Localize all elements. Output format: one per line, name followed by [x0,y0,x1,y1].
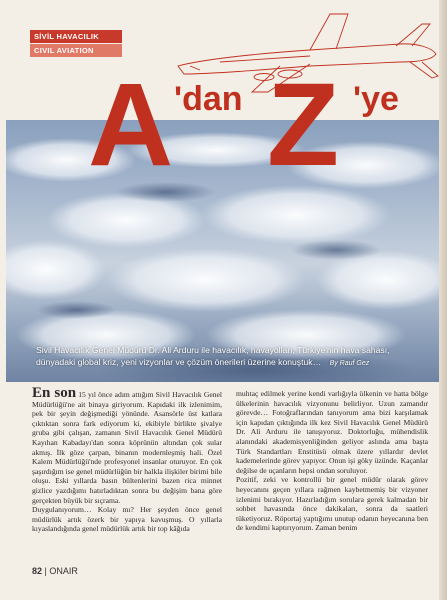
section-tag-primary: SİVİL HAVACILIK [30,30,122,43]
title-suffix-ye: 'ye [353,80,399,118]
article-column-right [236,389,428,533]
page-number: 82 [32,566,43,576]
section-tag-secondary: CIVIL AVIATION [30,44,122,57]
section-tag [30,30,122,57]
title-letter-a: A [88,59,174,191]
page-title [0,54,447,204]
page-footer [32,566,78,576]
caption-text: Sivil Havacılık Genel Müdürü Dr. Ali Arduru ile havacılık, havayolları, Türkiye'nin hava sahası, dünyadaki global kriz, yeni vizyonlar ve çözüm önerileri üzerine konuştuk… [36,345,390,367]
article-right-paragraph-2: Pozitif, zeki ve kontrollü bir genel müdür olarak görev heyecanını geçen yıllara rağmen kaybetmemiş bir vizyoner izlenimi bırakıyor. Hazırladığım sorulara gerek kalmadan bir sohbet havasında önce dakikaları, sonra da saatleri tüketiyoruz. Röportaj yaptığımı unutup odanın heyecanına ben de kendimi kaptırıyorum. Zaman benim [236,475,428,533]
page-gutter [439,0,447,600]
article-left-paragraph-2: Duygulanıyorum… Kolay mı? Her şeyden önce genel müdürlük artık özerk bir yapıya kavuşmuş. O yıllarla kıyaslandığında genel müdürlük artık bir top kâğıda [32,505,222,534]
photo-caption [36,344,416,370]
byline: By Rauf Gez [329,360,370,367]
article-left-paragraph: 15 yıl önce adım attığım Sivil Havacılık Genel Müdürlüğü'ne ait binaya giriyorum. Kapıdaki ilk izlenimim, pek bir şeyin değişmediği yönünde. Asansörle üst katlara çıktıktan sonra fark ediyorum ki, ekibiyle birlikte şivalye gruba gibi çalışan, zamanın Sivil Havacılık Genel Müdürü Kayıhan Kabadayı'dan sonra köprünün altından çok sular akmış. İlk göze çarpan, binanın modernleşmiş hali. Özel Kalem Müdürlüğü'nde profesyonel insanlar oturuyor. En çok şaşırdığım ise genel müdürlüğün bir halkla ilişkiler birimi bile oluşu. Eski yıllarda basın bültenlerini bazen rica minnet gizlice yazdığımı hatırladıktan sonra bu değişim bana göre gerçekten büyük bir sıçrama. [32,390,222,505]
lead-word: En son [32,385,77,401]
article-right-paragraph: muhtaç edilmek yerine kendi varlığıyla ülkenin ve hatta bölge ülkelerinin havacılık vizyonunu belirliyor. Uzun zamandır görevde… Fotoğraflarından tanıyorum ama bizi karşılamak için kapıdan çıktığında ilk kez Sivil Havacılık Genel Müdürü Dr. Ali Arduru ile tanışıyoruz. Doktorluğu, mühendislik alanındaki akademisyenliğinden geliyor aslında ama başta Türk Standartları Enstitüsü olmak üzere yıllardır devlet kademelerinde görev yapıyor. Onun işi göky üzünde. Kaçanlar değilse de uçanların hepsi ondan soruluyor. [236,389,428,475]
article-column-left [32,385,222,534]
title-suffix-dan: 'dan [174,80,243,118]
magazine-name: ONAIR [49,566,78,576]
footer-divider: | [44,566,47,576]
title-letter-z: Z [267,59,340,191]
